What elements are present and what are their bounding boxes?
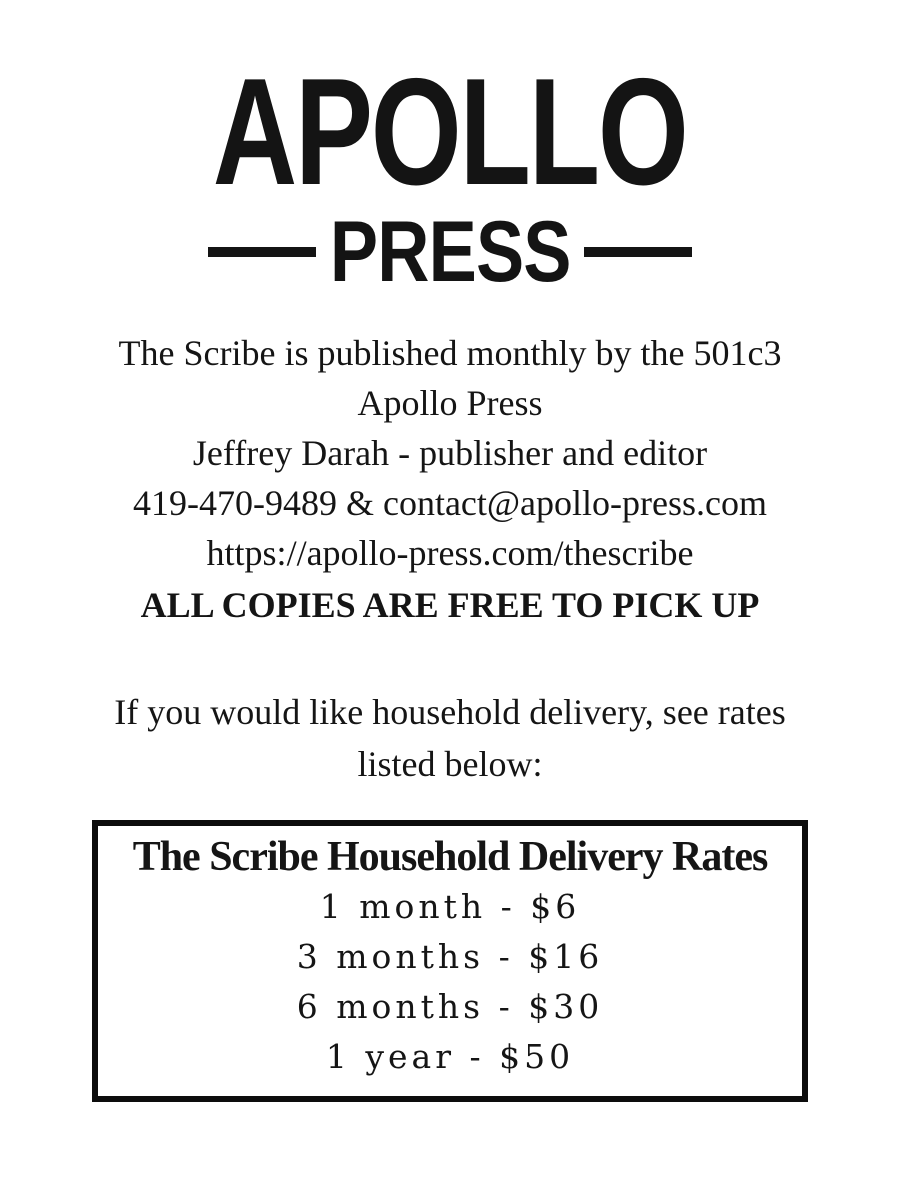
rate-line-6-months: 6 months - $30 xyxy=(296,987,604,1026)
info-line-website: https://apollo-press.com/thescribe xyxy=(206,533,694,573)
info-line-publisher-2: Apollo Press xyxy=(357,383,543,423)
logo-subtitle-wrap xyxy=(329,204,571,300)
logo-right-dash xyxy=(584,247,692,257)
info-line-publisher-1: The Scribe is published monthly by the 501c3 xyxy=(118,333,782,373)
delivery-note-line-2: listed below: xyxy=(357,744,543,784)
info-line-contact: 419-470-9489 & contact@apollo-press.com xyxy=(132,483,767,523)
delivery-note xyxy=(0,686,900,790)
logo-left-dash xyxy=(208,247,316,257)
publication-info xyxy=(0,328,900,632)
rates-box-title: The Scribe Household Delivery Rates xyxy=(132,834,768,880)
logo-subtitle-row xyxy=(0,204,900,300)
rate-line-3-months: 3 months - $16 xyxy=(296,937,604,976)
logo-wordmark: APOLLO xyxy=(213,47,687,217)
rate-line-1-month: 1 month - $6 xyxy=(319,887,581,926)
rate-line-1-year: 1 year - $50 xyxy=(325,1037,575,1076)
delivery-note-line-1: If you would like household delivery, see rates xyxy=(114,692,786,732)
rates-box xyxy=(92,820,808,1102)
logo xyxy=(0,47,900,300)
free-pickup-notice: ALL COPIES ARE FREE TO PICK UP xyxy=(140,585,760,625)
logo-subtitle: PRESS xyxy=(329,204,571,300)
info-line-editor: Jeffrey Darah - publisher and editor xyxy=(192,433,708,473)
